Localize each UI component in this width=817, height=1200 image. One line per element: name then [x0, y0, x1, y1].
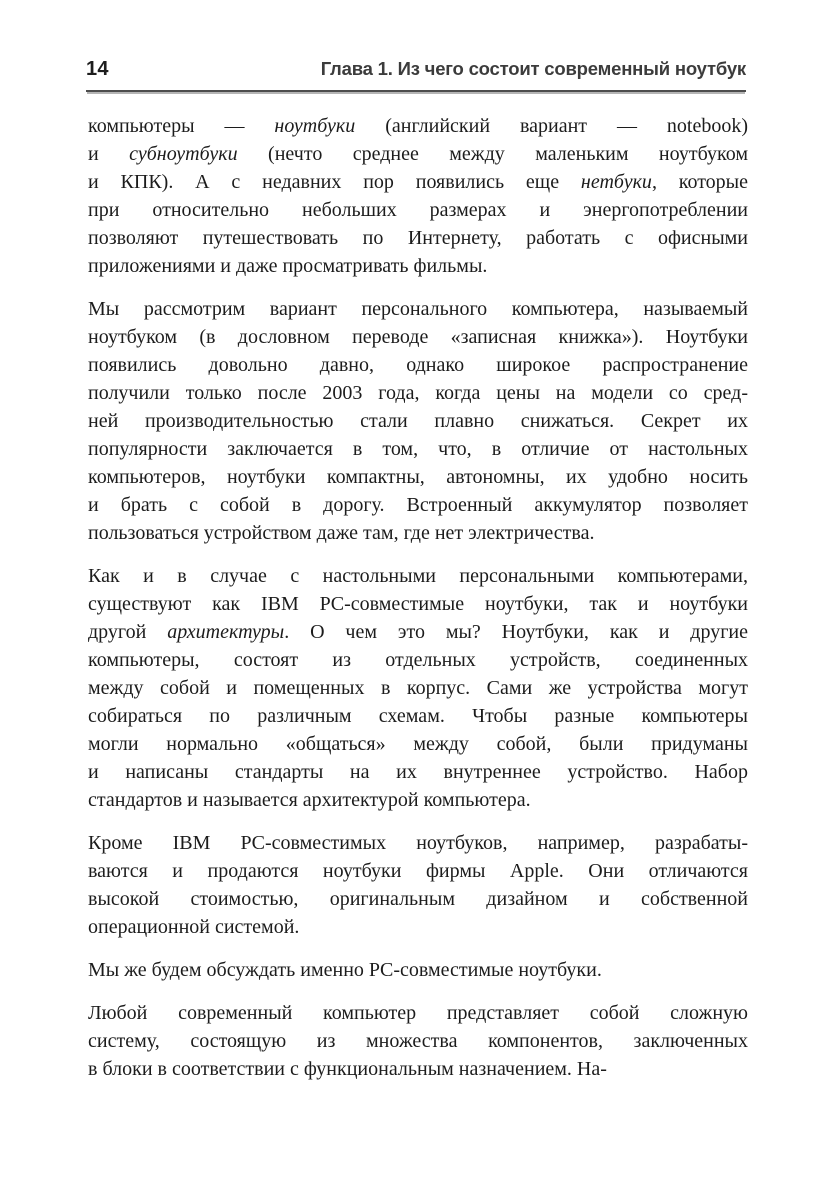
text-line: [88, 646, 748, 674]
text-line: [88, 730, 748, 758]
italic-term: нетбуки: [580, 171, 652, 193]
text-run: пользоваться устройством даже там, где нет электричества.: [88, 522, 595, 544]
text-run: ваются и продаются ноутбуки фирмы Apple. Они отличаются: [88, 860, 748, 882]
text-run: компьютеры, состоят из отдельных устройств, соединенных: [88, 649, 748, 671]
text-line: [88, 590, 748, 618]
text-line: [88, 1027, 748, 1055]
text-run: Мы же будем обсуждать именно PC-совместимые ноутбуки.: [88, 959, 602, 981]
text-line: [88, 407, 748, 435]
chapter-title: Глава 1. Из чего состоит современный ноутбук: [320, 58, 746, 79]
text-run: ней производительностью стали плавно снижаться. Секрет их: [88, 410, 748, 432]
text-run: (нечто среднее между маленьким ноутбуком: [237, 143, 748, 165]
text-run: популярности заключается в том, что, в отличие от настольных: [88, 438, 748, 460]
paragraph: [88, 956, 748, 984]
text-run: позволяют путешествовать по Интернету, работать с офисными: [88, 227, 748, 249]
text-run: операционной системой.: [88, 916, 300, 938]
paragraph: [88, 295, 748, 547]
text-line: [88, 379, 748, 407]
text-run: ноутбуком (в дословном переводе «записная книжка»). Ноутбуки: [88, 326, 748, 348]
text-line: [88, 519, 748, 547]
text-line: [88, 323, 748, 351]
text-run: . О чем это мы? Ноутбуки, как и другие: [284, 621, 748, 643]
text-run: появились довольно давно, однако широкое распространение: [88, 354, 748, 376]
body-text: [88, 112, 748, 1098]
text-run: могли нормально «общаться» между собой, были придуманы: [88, 733, 748, 755]
text-run: компьютеров, ноутбуки компактны, автономны, их удобно носить: [88, 466, 748, 488]
text-run: получили только после 2003 года, когда цены на модели со сред-: [88, 382, 748, 404]
text-run: и брать с собой в дорогу. Встроенный аккумулятор позволяет: [88, 494, 748, 516]
text-run: и КПК). А с недавних пор появились еще: [88, 171, 581, 193]
text-run: и написаны стандарты на их внутреннее устройство. Набор: [88, 761, 748, 783]
text-line: [88, 562, 748, 590]
page-number: 14: [86, 58, 109, 80]
text-run: Любой современный компьютер представляет собой сложную: [88, 1002, 748, 1024]
text-run: высокой стоимостью, оригинальным дизайном и собственной: [88, 888, 748, 910]
text-line: [88, 168, 748, 196]
text-run: другой: [88, 621, 168, 643]
text-run: и: [88, 143, 130, 165]
text-run: (английский вариант — notebook): [355, 115, 748, 137]
text-line: [88, 702, 748, 730]
text-line: [88, 913, 748, 941]
text-line: [88, 295, 748, 323]
text-line: [88, 491, 748, 519]
paragraph: [88, 829, 748, 941]
text-line: [88, 786, 748, 814]
text-line: [88, 758, 748, 786]
text-line: [88, 618, 748, 646]
paragraph: [88, 999, 748, 1083]
text-run: между собой и помещенных в корпус. Сами же устройства могут: [88, 677, 748, 699]
text-run: стандартов и называется архитектурой компьютера.: [88, 789, 531, 811]
text-line: [88, 252, 748, 280]
text-line: [88, 999, 748, 1027]
italic-term: субноутбуки: [129, 143, 238, 165]
text-line: [88, 829, 748, 857]
text-run: Мы рассмотрим вариант персонального компьютера, называемый: [88, 298, 748, 320]
text-line: [88, 112, 748, 140]
text-run: систему, состоящую из множества компонентов, заключенных: [88, 1030, 748, 1052]
text-line: [88, 351, 748, 379]
text-line: [88, 435, 748, 463]
text-run: в блоки в соответствии с функциональным назначением. На-: [88, 1058, 607, 1080]
text-run: , которые: [651, 171, 749, 193]
text-run: при относительно небольших размерах и энергопотреблении: [88, 199, 748, 221]
text-run: существуют как IBM PC-совместимые ноутбуки, так и ноутбуки: [88, 593, 748, 615]
text-line: [88, 196, 748, 224]
italic-term: архитектуры: [167, 621, 285, 643]
text-line: [88, 674, 748, 702]
text-line: [88, 140, 748, 168]
text-run: Кроме IBM PC-совместимых ноутбуков, например, разрабаты-: [88, 832, 748, 854]
text-run: приложениями и даже просматривать фильмы.: [88, 255, 488, 277]
paragraph: [88, 112, 748, 280]
text-line: [88, 1055, 748, 1083]
text-line: [88, 885, 748, 913]
text-line: [88, 956, 748, 984]
text-line: [88, 463, 748, 491]
italic-term: ноутбуки: [274, 115, 356, 137]
text-run: компьютеры —: [88, 115, 275, 137]
text-run: собираться по различным схемам. Чтобы разные компьютеры: [88, 705, 748, 727]
text-run: Как и в случае с настольными персональными компьютерами,: [88, 565, 748, 587]
text-line: [88, 857, 748, 885]
paragraph: [88, 562, 748, 814]
text-line: [88, 224, 748, 252]
page-header: [86, 58, 746, 92]
